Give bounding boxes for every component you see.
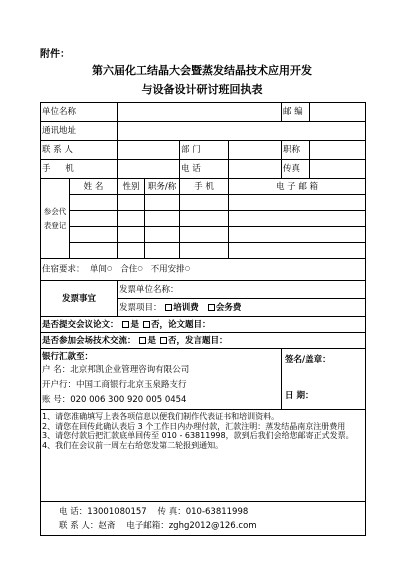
bank-account-number: 账 号：020 006 300 920 005 0454 [42, 395, 187, 405]
checkbox-icon[interactable] [143, 321, 150, 328]
bank-title: 银行汇款至： [42, 352, 94, 362]
address-field[interactable] [118, 122, 366, 141]
footer-phone: 电 话：13001080157 [59, 506, 147, 517]
note-item: 2、请您在回传此确认表后 3 个工作日内办理付款，汇款注明：蒸发结晶南京注册费用 [42, 421, 346, 431]
lodging-single[interactable]: 单间 [89, 264, 107, 275]
attendee-cell[interactable] [118, 211, 145, 227]
invoice-item-row [118, 299, 366, 317]
speech-row [41, 333, 366, 349]
col-header-gender: 性别 [118, 179, 145, 195]
position-label: 职称 [282, 141, 310, 160]
bank-account-name: 户 名：北京邦凯企业管理咨询有限公司 [42, 365, 190, 375]
postcode-field[interactable] [310, 103, 366, 122]
attendee-cell[interactable] [118, 195, 145, 211]
radio-circle-icon[interactable]: ○ [184, 265, 190, 273]
phone-label: 电 话 [180, 160, 229, 179]
invoice-unit-row[interactable] [118, 281, 366, 299]
invoice-meeting-option[interactable]: 会务费 [215, 302, 242, 313]
attendee-cell[interactable] [70, 195, 118, 211]
attendee-cell[interactable] [118, 243, 145, 259]
col-header-title: 职务/称 [145, 179, 180, 195]
attendee-cell[interactable] [180, 227, 229, 243]
lodging-label: 住宿要求： [42, 264, 85, 275]
note-item: 4、我们在会议前一周左右给您发第二轮报到通知。 [42, 440, 224, 450]
form-title-line2: 与设备设计研讨班回执表 [141, 83, 263, 96]
attendee-cell[interactable] [118, 227, 145, 243]
invoice-item-label: 发票项目： [119, 302, 162, 313]
unit-name-label: 单位名称 [41, 103, 118, 122]
footer-fax: 传 真：010-63811998 [157, 506, 249, 517]
attendee-cell[interactable] [229, 227, 366, 243]
attendee-cell[interactable] [180, 243, 229, 259]
department-label: 部 门 [180, 141, 229, 160]
form-title-line1: 第六届化工结晶大会暨蒸发结晶技术应用开发 [92, 64, 312, 77]
department-field[interactable] [229, 141, 282, 160]
lodging-row [41, 259, 366, 281]
paper-yes[interactable]: 是 [130, 319, 139, 330]
contact-field[interactable] [118, 141, 180, 160]
postcode-label: 邮 编 [282, 103, 310, 122]
checkbox-icon[interactable] [165, 304, 172, 311]
paper-row [41, 317, 366, 333]
footer-contact: 联 系 人：赵斋 [59, 520, 116, 531]
signature-cell[interactable] [282, 349, 366, 410]
attendee-cell[interactable] [229, 211, 366, 227]
attendee-label: 参会代表登记 [41, 179, 70, 259]
lodging-none[interactable]: 不用安排 [150, 264, 185, 275]
attendee-cell[interactable] [145, 195, 180, 211]
notes-cell [41, 410, 366, 502]
speech-no[interactable]: 否 [167, 335, 177, 346]
checkbox-icon[interactable] [208, 304, 215, 311]
speech-topic-label: ，发言题目： [176, 335, 228, 346]
attendee-cell[interactable] [145, 243, 180, 259]
date-label: 日 期： [285, 391, 314, 401]
radio-circle-icon[interactable]: ○ [137, 265, 143, 273]
invoice-unit-label: 发票单位名称： [119, 284, 179, 295]
attendee-cell[interactable] [70, 227, 118, 243]
note-item: 3、请您付款后把汇款底单回传至 010 - 63811998，款到后我们会给您邮寄正式发票。 [42, 431, 354, 440]
footer-email: 电子邮箱：zghg2012@126.com [126, 520, 257, 531]
attendee-cell[interactable] [180, 195, 229, 211]
attendee-cell[interactable] [70, 243, 118, 259]
attendee-cell[interactable] [229, 243, 366, 259]
speech-question: 是否参加会场技术交流： [42, 335, 136, 346]
fax-field[interactable] [310, 160, 366, 179]
col-header-mobile: 手 机 [180, 179, 229, 195]
unit-name-field[interactable] [118, 103, 282, 122]
checkbox-icon[interactable] [160, 337, 167, 344]
footer-contact-cell [41, 502, 366, 536]
attendee-cell[interactable] [180, 211, 229, 227]
radio-circle-icon[interactable]: ○ [106, 265, 113, 273]
phone-field[interactable] [229, 160, 282, 179]
attendee-cell[interactable] [70, 211, 118, 227]
position-field[interactable] [310, 141, 366, 160]
paper-question: 是否提交会议论文： [42, 319, 119, 330]
note-item: 1、请您准确填写上表各项信息以便我们制作代表证书和培训资料。 [42, 412, 280, 421]
fax-label: 传真 [282, 160, 310, 179]
col-header-email: 电 子 邮 箱 [229, 179, 366, 195]
contact-label: 联 系 人 [41, 141, 118, 160]
paper-topic-label: ，论文题目： [159, 319, 211, 330]
bank-branch: 开户行：中国工商银行北京玉泉路支行 [42, 380, 187, 390]
speech-yes[interactable]: 是 [147, 335, 156, 346]
attendee-cell[interactable] [145, 211, 180, 227]
mobile-label: 手 机 [41, 160, 118, 179]
address-label: 通讯地址 [41, 122, 118, 141]
lodging-shared[interactable]: 合住 [120, 264, 138, 275]
attendee-cell[interactable] [145, 227, 180, 243]
mobile-field[interactable] [118, 160, 180, 179]
receipt-table [40, 102, 366, 536]
checkbox-icon[interactable] [122, 321, 129, 328]
attendee-cell[interactable] [229, 195, 366, 211]
checkbox-icon[interactable] [139, 337, 146, 344]
bank-info-cell [41, 349, 282, 410]
col-header-name: 姓 名 [70, 179, 118, 195]
attachment-label: 附件： [40, 49, 70, 60]
paper-no[interactable]: 否 [150, 319, 160, 330]
invoice-label: 发票事宜 [41, 281, 118, 317]
signature-label: 签名/盖章： [285, 355, 331, 365]
invoice-training-option[interactable]: 培训费 [173, 302, 199, 313]
